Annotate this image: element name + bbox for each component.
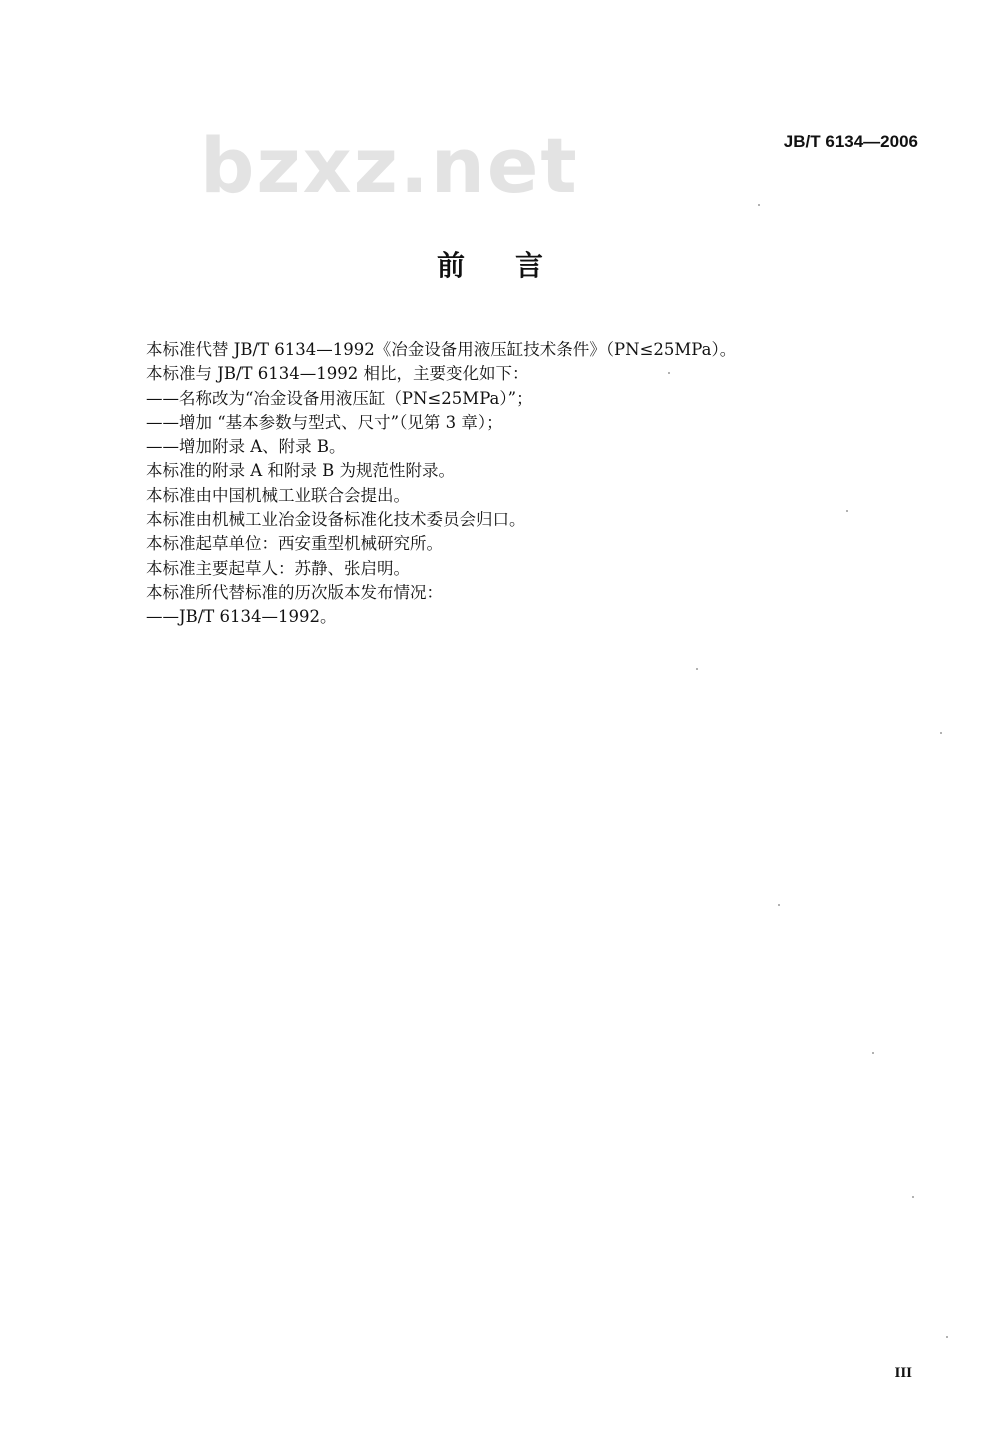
foreword-line: 本标准由机械工业冶金设备标准化技术委员会归口。 — [146, 510, 526, 530]
scan-speck — [758, 204, 760, 206]
scan-speck — [668, 372, 670, 374]
scan-speck — [872, 1052, 874, 1054]
scan-speck — [696, 668, 698, 670]
watermark-text: bzxz.net — [200, 121, 579, 210]
page-number: III — [894, 1365, 912, 1381]
foreword-line: ——JB/T 6134—1992。 — [146, 607, 337, 627]
foreword-line: ——名称改为“冶金设备用液压缸（PN≤25MPa）”； — [146, 388, 533, 408]
foreword-line: 本标准由中国机械工业联合会提出。 — [146, 485, 410, 505]
scan-speck — [946, 1336, 948, 1338]
page-title: 前言 — [436, 249, 593, 282]
scan-speck — [778, 904, 780, 906]
scan-speck — [846, 510, 848, 512]
foreword-line: 本标准的附录 A 和附录 B 为规范性附录。 — [146, 461, 456, 481]
scan-speck — [912, 1196, 914, 1198]
foreword-line: ——增加 “基本参数与型式、尺寸”（见第 3 章）； — [146, 412, 503, 432]
foreword-line: 本标准起草单位：西安重型机械研究所。 — [146, 534, 443, 554]
scan-speck — [940, 732, 942, 734]
foreword-body — [146, 338, 866, 630]
foreword-line: 本标准与 JB/T 6134—1992 相比，主要变化如下： — [146, 364, 529, 384]
foreword-line: 本标准代替 JB/T 6134—1992《冶金设备用液压缸技术条件》（PN≤25MPa）。 — [146, 340, 737, 359]
foreword-line: ——增加附录 A、附录 B。 — [146, 437, 346, 457]
standard-code: JB/T 6134—2006 — [783, 132, 918, 151]
foreword-line: 本标准主要起草人：苏静、张启明。 — [146, 558, 410, 578]
foreword-line: 本标准所代替标准的历次版本发布情况： — [146, 582, 443, 602]
